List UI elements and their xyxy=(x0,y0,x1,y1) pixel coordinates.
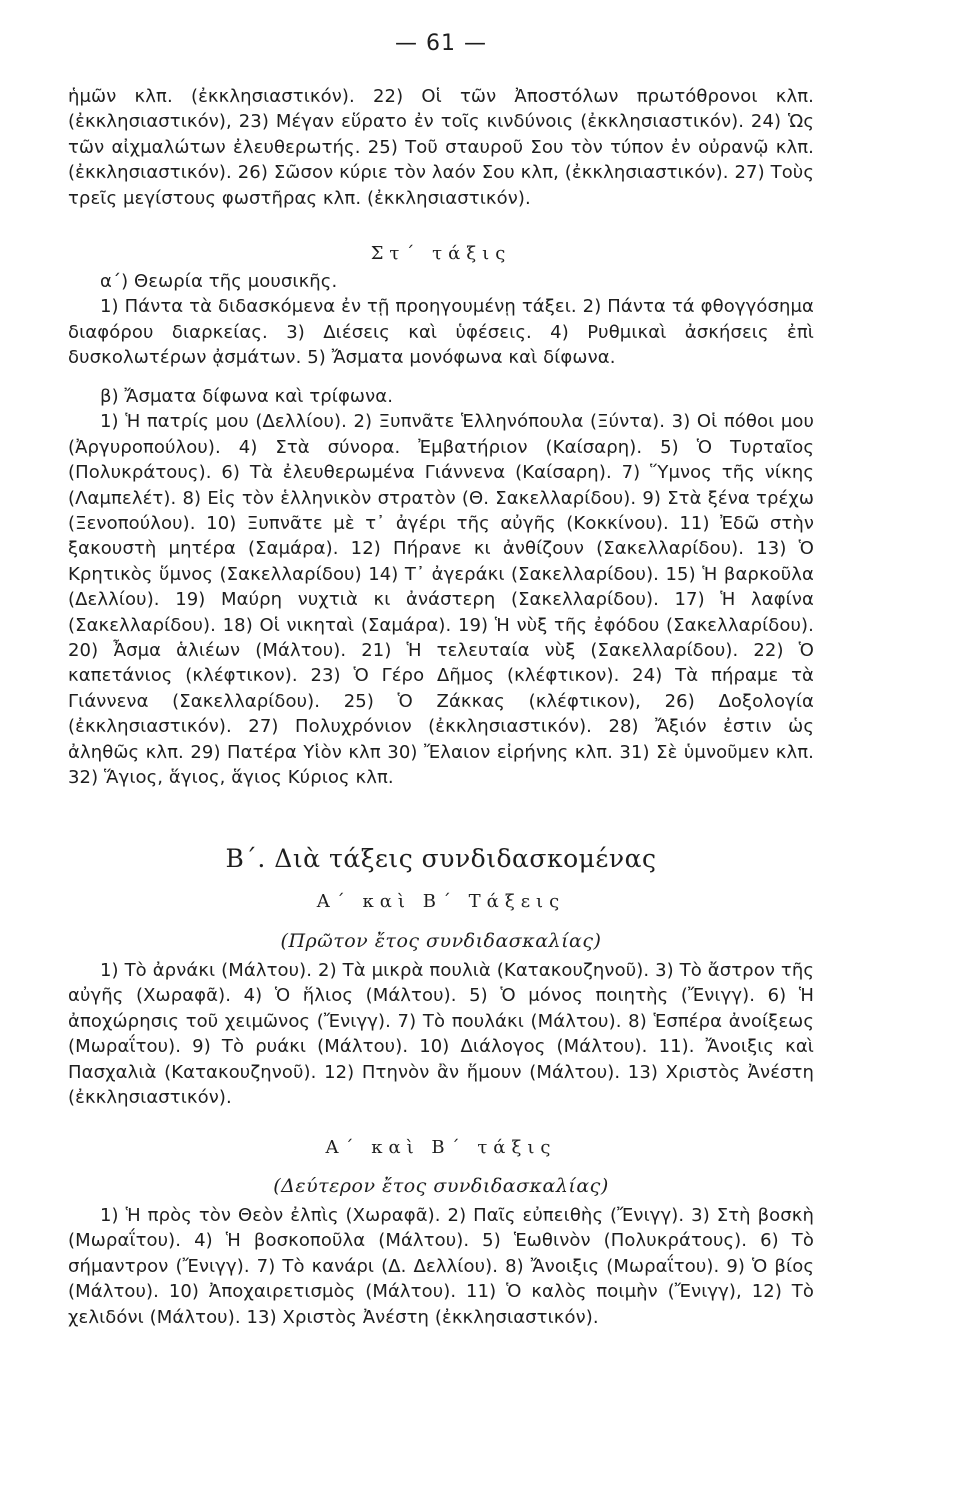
paragraph-liturgical-songs xyxy=(68,84,814,211)
subheading-first-year: (Πρῶτον ἔτος συνδιδασκαλίας) xyxy=(280,930,602,952)
paragraph-first-year xyxy=(68,958,814,1110)
paragraph-text: 1) Τὸ ἀρνάκι (Μάλτου). 2) Τὰ μικρὰ πουλιὰ (Κατακουζηνοῦ). 3) Τὸ ἄστρον τῆς αὐγῆς (Χωραφᾶ). 4) Ὁ ἥλιος (Μάλτου). 5) Ὁ μόνος ποιητὴς (Ἔνιγγ). 6) Ἡ ἀποχώρησις τοῦ χειμῶνος (Ἔνιγγ). 7) Τὸ πουλάκι (Μάλτου). 8) Ἑσπέρα ἀνοίξεως (Μωραΐτου). 9) Τὸ ρυάκι (Μάλτου). 10) Διάλογος (Μάλτου). 11). Ἄνοιξις καὶ Πασχαλιὰ (Κατακουζηνοῦ). 12) Πτηνὸν ἂν ἥμουν (Μάλτου). 13) Χριστὸς Ἀνέστη (ἐκκλησιαστικόν). xyxy=(68,960,814,1109)
subheading-songs: β) Ἄσματα δίφωνα καὶ τρίφωνα. xyxy=(100,386,394,407)
heading-combined-classes: Β΄. Διὰ τάξεις συνδιδασκομένας xyxy=(225,844,657,873)
paragraph-music-theory: 1) Πάντα τὰ διδασκόμενα ἐν τῇ προηγουμένῃ τάξει. 2) Πάντα τά φθογγόσημα διαφόρου διαρκείας. 3) Διέσεις καὶ ὑφέσεις. 4) Ρυθμικαὶ ἀσκήσεις ἐπὶ δυσκολωτέρων ᾀσμάτων. 5) Ἄσματα μονόφωνα καὶ δίφωνα. xyxy=(68,296,814,369)
heading-first-second-classes: Α΄ καὶ Β΄ Τάξεις xyxy=(316,891,566,912)
section-music-theory xyxy=(68,269,814,371)
section-songs xyxy=(68,384,814,791)
subheading-second-year: (Δεύτερον ἔτος συνδιδασκαλίας) xyxy=(273,1175,609,1197)
paragraph-text: ἡμῶν κλπ. (ἐκκλησιαστικόν). 22) Οἱ τῶν Ἀποστόλων πρωτόθρονοι κλπ. (ἐκκλησιαστικόν), 23) Μέγαν εὕρατο ἐν τοῖς κινδύνοις (ἐκκλησιαστικόν). 24) Ὡς τῶν αἰχμαλώτων ἐλευθερωτής. 25) Τοῦ σταυροῦ Σου τὸν τύπον ἐν οὐρανῷ κλπ. (ἐκκλησιαστικόν). 26) Σῶσον κύριε τὸν λαόν Σου κλπ, (ἐκκλησιαστικόν). 27) Τοὺς τρεῖς μεγίστους φωστῆρας κλπ. (ἐκκλησιαστικόν). xyxy=(68,86,814,209)
subheading-music-theory: α΄) Θεωρία τῆς μουσικῆς. xyxy=(100,271,338,292)
heading-sixth-class: Στ΄ τάξις xyxy=(370,243,512,264)
paragraph-second-year xyxy=(68,1203,814,1330)
paragraph-text: 1) Ἡ πρὸς τὸν Θεὸν ἐλπὶς (Χωραφᾶ). 2) Παῖς εὐπειθὴς (Ἔνιγγ). 3) Στὴ βοσκὴ (Μωραΐτου). 4) Ἡ βοσκοποῦλα (Μάλτου). 5) Ἑωθινὸν (Πολυκράτους). 6) Τὸ σήμαντρον (Ἔνιγγ). 7) Τὸ κανάρι (Δ. Δελλίου). 8) Ἄνοιξις (Μωραΐτου). 9) Ὁ βίος (Μάλτου). 10) Ἀποχαιρετισμὸς (Μάλτου). 11) Ὁ καλὸς ποιμὴν (Ἔνιγγ), 12) Τὸ χελιδόνι (Μάλτου). 13) Χριστὸς Ἀνέστη (ἐκκλησιαστικόν). xyxy=(68,1205,814,1328)
paragraph-songs-list: 1) Ἡ πατρίς μου (Δελλίου). 2) Ξυπνᾶτε Ἑλληνόπουλα (Ξύντα). 3) Οἱ πόθοι μου (Ἀργυροπούλου). 4) Στὰ σύνορα. Ἐμβατήριον (Καίσαρη). 5) Ὁ Τυρταῖος (Πολυκράτους). 6) Τὰ ἐλευθερωμένα Γιάννενα (Καίσαρη). 7) Ὕμνος τῆς νίκης (Λαμπελέτ). 8) Εἰς τὸν ἑλληνικὸν στρατὸν (Θ. Σακελλαρίδου). 9) Στὰ ξένα τρέχω (Ξενοπούλου). 10) Ξυπνᾶτε μὲ τ᾽ ἀγέρι τῆς αὐγῆς (Κοκκίνου). 11) Ἐδῶ στὴν ξακουστὴ μητέρα (Σαμάρα). 12) Πήρανε κι ἀνθίζουν (Σακελλαρίδου). 13) Ὁ Κρητικὸς ὕμνος (Σακελλαρίδου) 14) Τ᾽ ἀγεράκι (Σακελλαρίδου). 15) Ἡ βαρκοῦλα (Δελλίου). 19) Μαύρη νυχτιὰ κι ἀνάστερη (Σακελλαρίδου). 17) Ἡ λαφίνα (Σακελλαρίδου). 18) Οἱ νικηταὶ (Σαμάρα). 19) Ἡ νὺξ τῆς ἐφόδου (Σακελλαρίδου). 20) Ἆσμα ἁλιέων (Μάλτου). 21) Ἡ τελευταία νὺξ (Σακελλαρίδου). 22) Ὁ καπετάνιος (κλέφτικον). 23) Ὁ Γέρο Δῆμος (κλέφτικον). 24) Τὰ πήραμε τὰ Γιάννενα (Σακελλαρίδου). 25) Ὁ Ζάκκας (κλέφτικον), 26) Δοξολογία (ἐκκλησιαστικόν). 27) Πολυχρόνιον (ἐκκλησιαστικόν). 28) Ἄξιόν ἐστιν ὡς ἀληθῶς κλπ. 29) Πατέρα Υἱὸν κλπ 30) Ἔλαιον εἰρήνης κλπ. 31) Σὲ ὑμνοῦμεν κλπ. 32) Ἅγιος, ἅγιος, ἅγιος Κύριος κλπ. xyxy=(68,411,814,789)
heading-first-second-class: Α΄ καὶ Β΄ τάξις xyxy=(325,1137,557,1158)
page-number: — 61 — xyxy=(395,31,487,56)
